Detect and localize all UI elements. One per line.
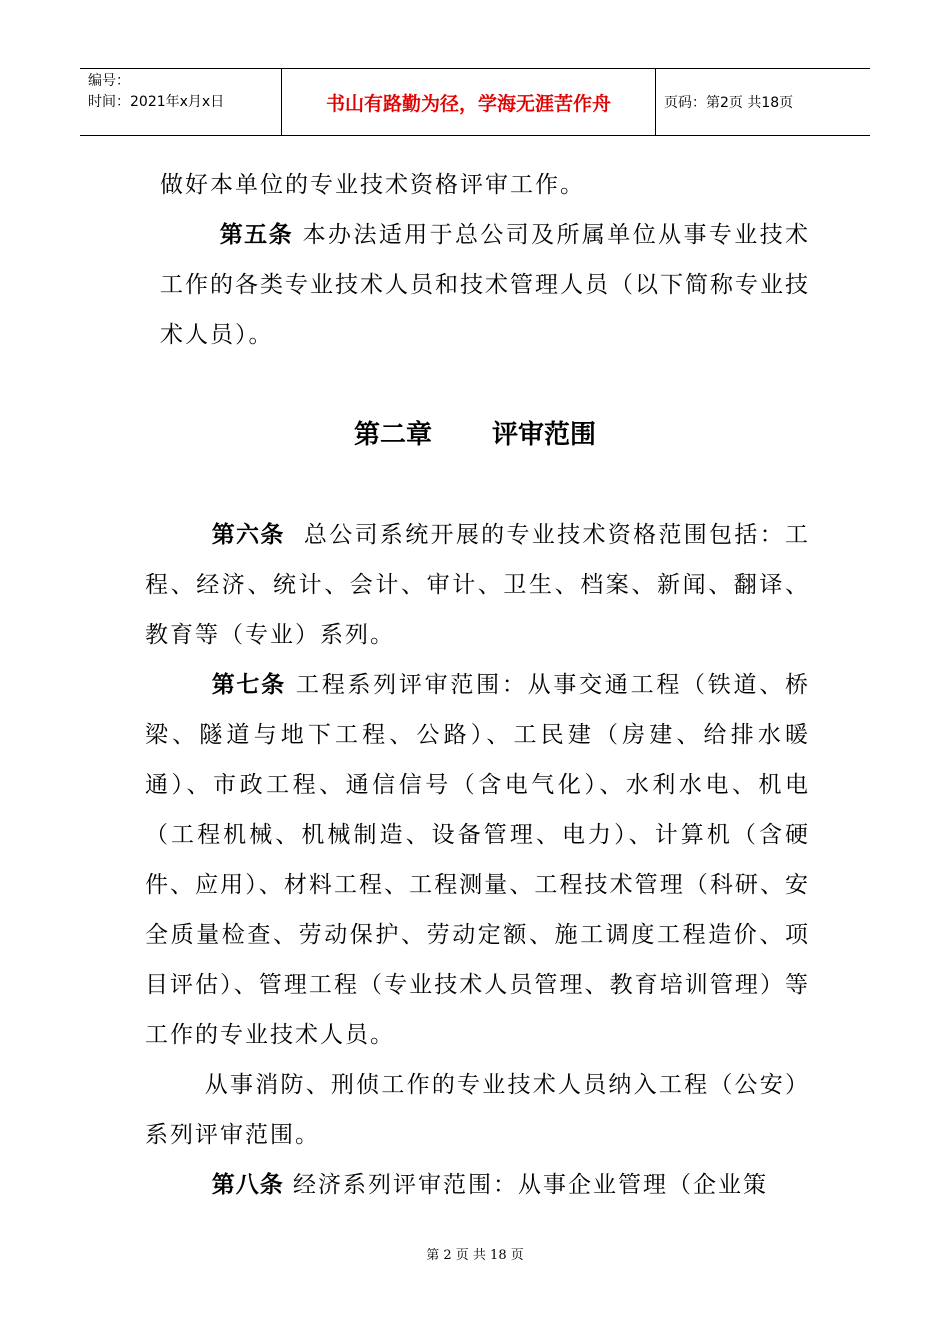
article-8-title: 第八条 (211, 1172, 284, 1198)
document-date: 时间：2021年x月x日 (88, 94, 225, 110)
document-number-label: 编号： (88, 73, 130, 89)
article-5-title: 第五条 (219, 222, 293, 248)
article-5-text: 本办法适用于总公司及所属单位从事专业技术工作的各类专业技术人员和技术管理人员（以下简称专业技术人员）。 (160, 222, 811, 348)
article-7-text: 工程系列评审范围：从事交通工程（铁道、桥梁、隧道与地下工程、公路）、工民建（房建、给排水暖通）、市政工程、通信信号（含电气化）、水利水电、机电（工程机械、机械制造、设备管理、电力）、计算机（含硬件、应用）、材料工程、工程测量、工程技术管理（科研、安全质量检查、劳动保护、劳动定额、施工调度工程造价、项目评估）、管理工程（专业技术人员管理、教育培训管理）等工作的专业技术人员。 (145, 672, 811, 1048)
article-6 (145, 510, 810, 660)
paragraph-continuation: 做好本单位的专业技术资格评审工作。 (160, 172, 585, 198)
article-8-text: 经济系列评审范围：从事企业管理（企业策 (293, 1172, 768, 1198)
chapter-heading (0, 414, 950, 451)
header-meta (80, 69, 282, 135)
article-8 (145, 1160, 810, 1210)
page-header (80, 68, 870, 136)
article-7-title: 第七条 (211, 672, 286, 698)
article-5 (160, 210, 810, 360)
section-article-5 (160, 160, 810, 360)
section-articles (145, 510, 810, 1210)
paragraph-fire: 从事消防、刑侦工作的专业技术人员纳入工程（公安）系列评审范围。 (145, 1072, 810, 1148)
chapter-title: 评审范围 (492, 420, 597, 450)
page-footer: 第 2 页 共 18 页 (426, 1248, 524, 1263)
chapter-number: 第二章 (353, 420, 432, 450)
header-page-info: 页码：第2页 共18页 (664, 95, 794, 111)
header-motto: 书山有路勤为径，学海无涯苦作舟 (282, 69, 656, 135)
article-6-title: 第六条 (211, 522, 285, 548)
article-7 (145, 660, 810, 1060)
article-6-text: 总公司系统开展的专业技术资格范围包括：工程、经济、统计、会计、审计、卫生、档案、新闻、翻译、教育等（专业）系列。 (145, 522, 811, 648)
